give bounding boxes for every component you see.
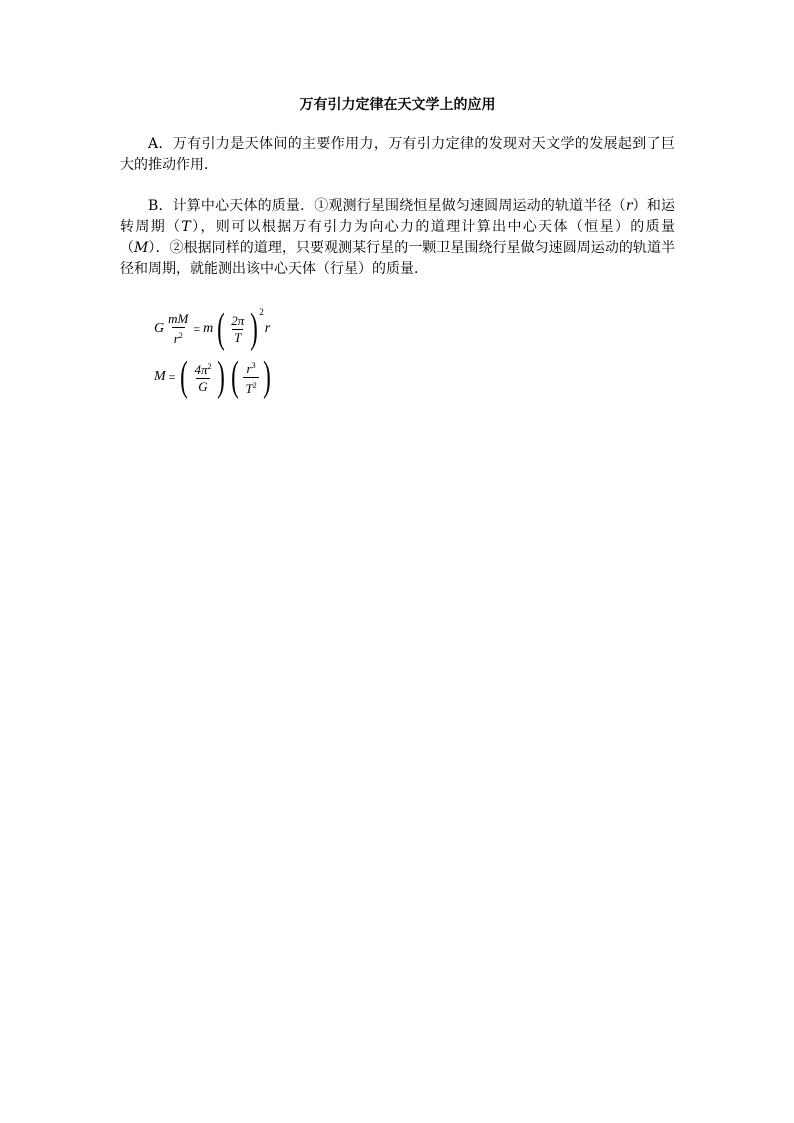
parenthesized-fraction — [214, 306, 261, 352]
second-denominator-exponent: 2 — [252, 380, 257, 390]
left-paren: ( — [231, 354, 240, 400]
equals-sign: = — [168, 369, 176, 384]
second-denominator-base: T — [245, 380, 253, 396]
outer-exponent: 2 — [259, 307, 264, 317]
first-numerator-exponent: 2 — [207, 362, 212, 371]
equals-sign: = — [193, 321, 201, 336]
first-denominator: G — [198, 379, 208, 394]
lhs-fraction — [166, 311, 190, 347]
rhs-radius: r — [264, 321, 271, 336]
second-numerator-exponent: 3 — [251, 360, 256, 370]
paragraph-b-text-1: B．计算中心天体的质量．①观测行星围绕恒星做匀速圆周运动的轨道半径（ — [148, 198, 626, 214]
mass-equation — [153, 353, 675, 401]
variable-r: r — [625, 198, 633, 214]
second-fraction — [243, 358, 258, 397]
paragraph-a-text: A．万有引力是天体间的主要作用力，万有引力定律的发现对天文学的发展起到了巨大的推动作用． — [120, 136, 675, 173]
first-numerator — [192, 359, 213, 378]
variable-T: T — [181, 219, 191, 235]
lhs-denominator — [172, 327, 185, 347]
right-paren: ) — [250, 306, 259, 352]
angular-numerator: 2π — [231, 312, 245, 328]
paragraph-b — [120, 196, 675, 280]
second-numerator — [245, 358, 258, 377]
lhs-numerator: mM — [168, 311, 189, 326]
second-numerator-base: r — [246, 360, 252, 376]
second-factor — [228, 354, 273, 400]
document-page — [120, 95, 675, 401]
paragraph-b-text-4: ）．②根据同样的道理，只要观测某行星的一颗卫星围绕行星做匀速圆周运动的轨道半径和周期，就能测出该中心天体（行星）的质量． — [120, 240, 676, 277]
right-paren: ) — [217, 354, 226, 400]
gravitational-constant: G — [154, 321, 165, 336]
lhs-denominator-base: r — [173, 331, 179, 346]
angular-denominator: T — [234, 329, 242, 345]
angular-fraction — [229, 313, 246, 346]
left-paren: ( — [217, 306, 226, 352]
right-paren: ) — [262, 354, 271, 400]
first-factor — [177, 354, 228, 400]
formula-block — [153, 305, 675, 401]
gravitation-equation — [153, 305, 675, 353]
rhs-coefficient: m — [203, 321, 214, 336]
paragraph-a — [120, 134, 675, 176]
left-paren: ( — [180, 354, 189, 400]
mass-symbol: M — [154, 369, 166, 384]
first-numerator-base: 4π — [194, 362, 208, 377]
paragraph-b-text-3: ），则可以根据万有引力为向心力的道理计算出中心天体（恒星）的质量（ — [120, 219, 675, 256]
second-denominator — [243, 377, 258, 397]
document-title: 万有引力定律在天文学上的应用 — [299, 97, 496, 113]
paragraph-b-text-2: ）和运转周期（ — [120, 198, 676, 235]
first-fraction — [192, 359, 213, 395]
variable-M: M — [134, 240, 149, 256]
lhs-denominator-exponent: 2 — [178, 331, 183, 340]
